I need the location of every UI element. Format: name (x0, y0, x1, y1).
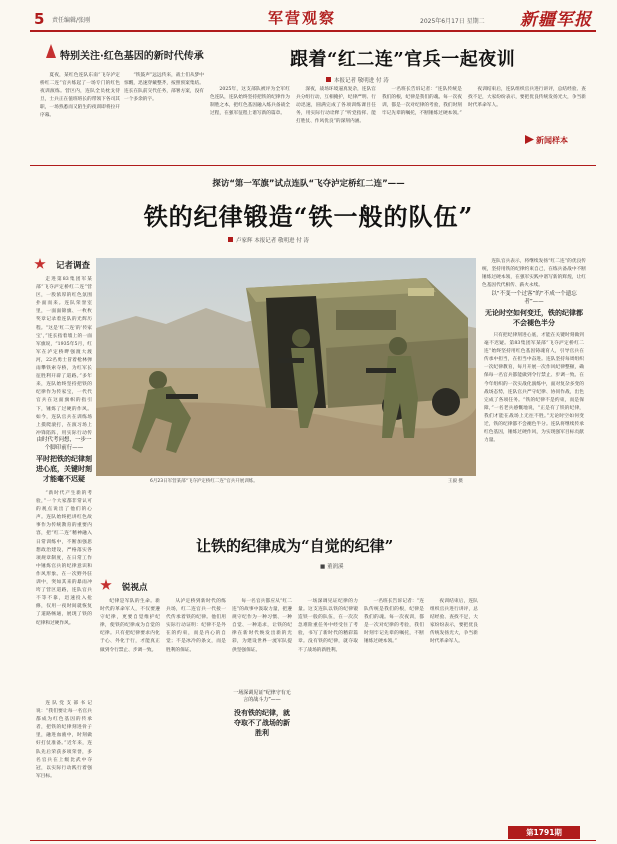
section-rule (30, 165, 596, 166)
main-headline: 铁的纪律锻造“铁一般的队伍” (143, 202, 474, 231)
top-article-col-2: “铁鼓声”远远传来，战士们从梦中惊醒，迅速穿戴整齐，按照预案集结。连长在队前交代任务，部署方案，没有一个多余的字。 (124, 73, 204, 103)
top-article-col-3: 2025年，这支部队被评为全军红色连队，连队始终坚持把铁的纪律作为制胜之本，把红色基因融入练兵备战全过程，在强军征程上谱写新的篇章。 (210, 87, 290, 117)
left-subhead-1: 由时代考问想，一步一个脚印前行—— (36, 437, 92, 451)
news-sample-icon (525, 135, 534, 144)
commentary-subhead-2: 没有铁的纪律，就夺取不了战场的新胜利 (234, 709, 290, 737)
news-sample-label: 新闻样本 (536, 136, 568, 145)
photo-caption: 6月23日军营某部“飞夺泸定桥红二连”官兵开展训练。 (150, 479, 258, 484)
training-photo (96, 258, 476, 476)
main-byline-mark-icon (228, 237, 233, 242)
footer-rule (30, 840, 596, 841)
byline-mark-icon (326, 77, 331, 82)
top-article-col-6: 夜训结束后，连队组织官兵进行讲评，总结经验、查找不足，大家纷纷表示，要把优良传统发扬光大，争当新时代革命军人。 (468, 87, 586, 109)
topic-title: 特别关注·红色基因的新时代传承 (60, 51, 204, 62)
top-headline: 跟着“红二连”官兵一起夜训 (290, 49, 516, 70)
left-article-col-2: “新时代产生新的考验，”一个大家都非常认可的观点说出了他们的心声。连队始终把讲红色故事作为传统教育的重要内容，把“红二连”精神融入日常训练中，不断加强思想政治建设，严格落实各项规章制度，在日常工作中锤炼官兵的纪律意识和作风形象。在一次野外驻训中，突如其来的暴雨冲垮了营区道路，连队官兵不等不靠，迅速投入抢修，仅用一夜时间就恢复了道路畅通，展现了铁的纪律和过硬作风。 (36, 491, 92, 626)
right-subhead-2: 无论时空如何变迁，铁的纪律都不会褪色半分 (485, 309, 583, 327)
reporter-survey-label: 记者调查 (56, 261, 91, 271)
star-icon (34, 258, 46, 270)
right-article-intro: 连队官兵表示，将继续发扬“红二连”的优良传统，坚持用铁的纪律约束自己，在练兵备战中不断锤炼过硬本领，在强军实践中谱写新的辉煌，让红色基因代代相传、薪火永续。 (482, 259, 586, 288)
left-article-col-3: 连队党支部书记说：“我们要让每一名官兵都成为红色基因的传承者，把铁的纪律刻进骨子里，融进血液中，时刻做好打仗准备。”近年来，连队先后荣获多项荣誉，多名官兵在上级比武中夺冠，以实际行动践行着强军目标。 (36, 701, 92, 779)
section-title: 军营观察 (268, 9, 337, 27)
commentary-col-3: 每一名官兵都应从“红二连”的故事中汲取力量，把遵规守纪作为一种习惯、一种自觉、一种追求，让铁的纪律在新时代焕发出新的光彩，为建设世界一流军队提供坚强保证。 (232, 599, 292, 653)
commentary-col-2: 从泸定桥到新时代的练兵场，红二连官兵一代接一代传承着铁的纪律。他们用实际行动证明：纪律不是外在的约束，而是内心的自觉；不是冰冷的条文，而是胜利的保证。 (166, 599, 226, 653)
masthead (0, 0, 617, 30)
commentary-subhead-1: 一场深调见证“纪律守有无言的战斗力”—— (233, 690, 291, 703)
main-byline: 卢家辉 本报记者 敬明进 付 涛 (236, 238, 309, 244)
top-article-col-5: 一名班长告诉记者：“连队传统是我们的根，纪律是我们的魂。每一次夜训，都是一次对纪律的考验，我们时刻牢记先辈的嘱托，不断锤炼过硬本领。” (382, 87, 462, 117)
left-article-col: 走进第83集团军某部“飞夺泸定桥红二连”营区，一股浓厚的红色氛围扑面而来。连队荣誉室里，一面面锦旗、一枚枚奖章记录着连队的光辉历程。“这是‘红二连’的‘传家宝’，”连长指着墙上的一面军旗说，“1935年5月，红军在泸定桥畔强渡大渡河，22名勇士冒着枪林弹雨攀铁索夺桥，为红军长征胜利开辟了道路。”多年来，连队始终坚持把铁的纪律作为传家宝，一代代官兵在这面旗帜的指引下，锤炼了过硬的作风。如今，连队官兵在训练场上摸爬滚打，在演习场上冲锋陷阵，用实际行动传 (36, 277, 92, 436)
sharp-view-label: 锐视点 (122, 583, 148, 593)
commentary-byline: ■ 董润溪 (320, 564, 344, 570)
photo-credit: 王毅 摄 (448, 479, 463, 484)
commentary-col-5: 一名班长告诉记者：“连队传统是我们的根，纪律是我们的魂。每一次夜训，都是一次对纪律的考验，我们时刻牢记先辈的嘱托，不断锤炼过硬本领。” (364, 599, 424, 645)
top-byline: 本报记者 敬明进 付 涛 (334, 78, 389, 84)
issue-number-badge: 第1791期 (508, 826, 580, 839)
right-article-col: 只有把纪律刻进心底，才能在关键时刻做到毫不迟疑。第83集团军某部“飞夺泸定桥红二连”始终坚持用红色基因铸魂育人，引导官兵在传承中担当，在担当中奋进。连队坚持每周组织一次纪律教育，每月开展一次作风纪律整顿，确保每一名官兵都能做到令行禁止、步调一致。在今年组织的一次实战化演练中，面对复杂多变的战场态势，连队官兵严守纪律、协同作战，出色完成了各项任务。“铁的纪律不是约束，而是保障，”一名老兵感慨地说，“正是有了铁的纪律，我们才能在战场上无往不胜。”无论时空如何变迁，铁的纪律都不会褪色半分。连队将继续传承红色基因，锤炼过硬作风，为实现强军目标贡献力量。 (484, 333, 584, 444)
commentary-headline: 让铁的纪律成为“自觉的纪律” (196, 537, 394, 555)
commentary-col-4: 一场深调见证纪律的力量。这支连队以铁的纪律锻造铁一般的队伍，在一次次急难险重任务中经受住了考验，书写了新时代的精彩篇章。没有铁的纪律，就夺取不了战场的新胜利。 (298, 599, 358, 653)
commentary-col-1: 纪律是军队的生命。新时代的革命军人，不仅要遵守纪律，更要自觉维护纪律，使铁的纪律成为自觉的纪律。只有把纪律要求内化于心、外化于行，才能真正做到令行禁止、步调一致。 (100, 599, 160, 653)
page-number: 5 (34, 10, 45, 28)
commentary-col-6: 夜训结束后，连队组织官兵进行讲评，总结经验、查找不足，大家纷纷表示，要把优良传统发扬光大，争当新时代革命军人。 (430, 599, 478, 645)
left-subhead-2: 平时把铁的纪律刻进心底，关键时刻才能毫不迟疑 (36, 455, 92, 483)
topic-mark-icon (46, 44, 56, 58)
header-rule (30, 30, 596, 32)
star-icon (100, 579, 112, 591)
newspaper-logo: 新疆军报 (520, 10, 592, 30)
issue-date: 2025年6月17日 星期二 (420, 18, 485, 25)
top-article-col-4: 深夜，战场环境逼真复杂，连队官兵分组行动，互相掩护，纪律严明、行动迅速，圆满完成了各项训练课目任务，用实际行动诠释了“听党指挥、能打胜仗、作风优良”的深刻内涵。 (296, 87, 376, 125)
top-article-col-1: 夏夜，某红色连队东南“飞夺泸定桥红二连”官兵练起了一场专门的红色夜训演练。营区内，连队全员枕戈待旦，士兵正在值班班长的带领下各司其职，一场熟悉而又陌生的夜训即将拉开序幕。 (40, 73, 120, 119)
right-subhead-1: 以“不变一个过客”的“不成一个遗忘者”—— (491, 291, 577, 305)
main-kicker: 探访“第一军旗”试点连队“飞夺泸定桥红二连”—— (212, 179, 405, 189)
page-meta: 责任编辑/张刚 (52, 17, 91, 24)
